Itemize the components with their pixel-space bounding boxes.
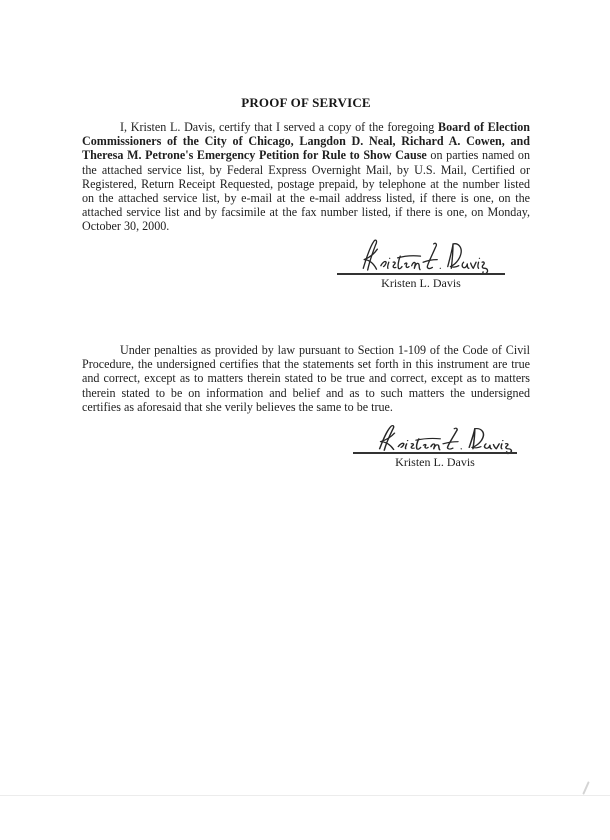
signature-line (337, 273, 505, 275)
scan-artifact-line (0, 795, 610, 796)
signer-typed-name: Kristen L. Davis (395, 455, 475, 469)
signature-line (353, 452, 517, 454)
document-title: PROOF OF SERVICE (241, 95, 371, 110)
service-paragraph (82, 120, 530, 234)
signer-typed-name: Kristen L. Davis (381, 276, 461, 290)
service-paragraph-tail: on parties named on the attached service list, by Federal Express Overnight Mail, by U.S. Mail, Certified or Registered, Return Receipt Requested, postage prepaid, by telephone at the number listed on the attached service list, by e-mail at the e-mail address listed, if there is one, on the attached service list and by facsimile at the fax number listed, if there is one, on Monday, October 30, 2000. (82, 148, 530, 234)
verification-paragraph: Under penalties as provided by law pursuant to Section 1-109 of the Code of Civil Procedure, the undersigned certifies that the statements set forth in this instrument are true and correct, except as to matters therein stated to be true and correct, except as to matters therein stated to be on information and belief and as to such matters the undersigned certifies as aforesaid that she verily believes the same to be true. (82, 343, 530, 414)
handwritten-signature-icon (358, 237, 490, 277)
petition-title-bold-text: Board of Election Commissioners of the City of Chicago, Langdon D. Neal, Richard A. Cowen, and Theresa M. Petrone's Emergency Petition for Rule to Show Cause (82, 120, 530, 163)
service-paragraph-lead: I, Kristen L. Davis, certify that I served a copy of the foregoing (120, 120, 438, 134)
scan-artifact-mark (582, 781, 590, 795)
